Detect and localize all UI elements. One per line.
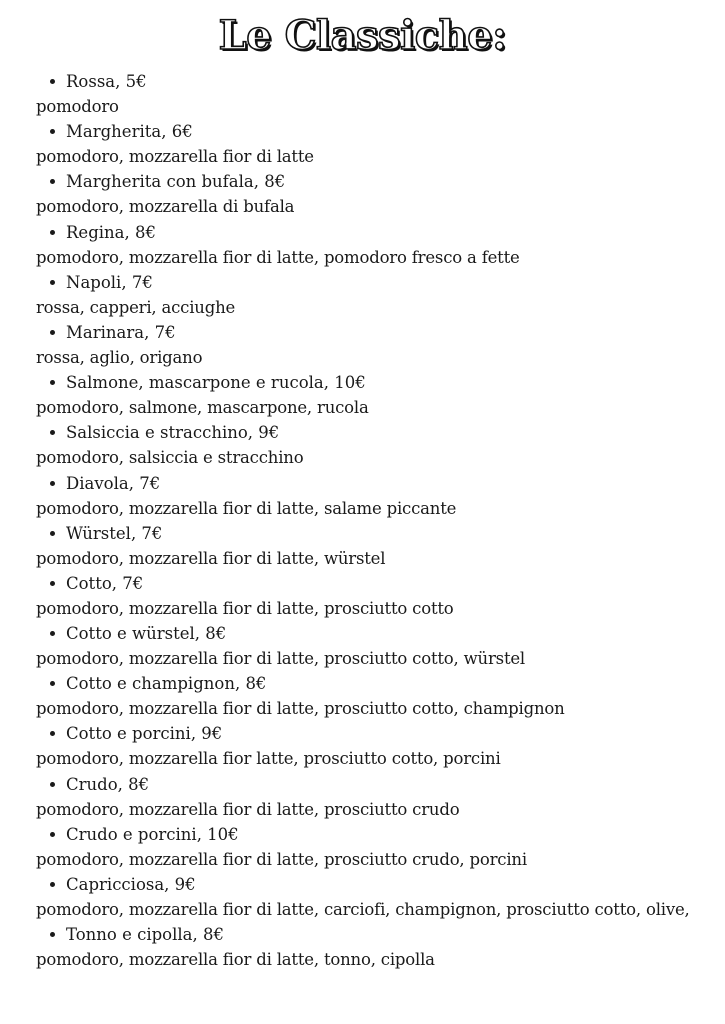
item-description: rossa, aglio, origano (36, 347, 203, 367)
list-item (36, 420, 705, 470)
item-name-text: Cotto e porcini, 9€ (66, 724, 223, 744)
item-name-text: Salmone, mascarpone e rucola, 10€ (66, 373, 366, 393)
bullet-icon (50, 531, 55, 536)
item-name-text: Marinara, 7€ (66, 322, 176, 342)
item-description: pomodoro, salmone, mascarpone, rucola (36, 398, 369, 418)
item-name (36, 119, 705, 144)
pizza-list (36, 69, 705, 972)
item-description: pomodoro, mozzarella fior di latte, salame piccante (36, 498, 457, 518)
item-name (36, 220, 705, 245)
page-title: Le Classiche: (218, 12, 507, 59)
item-name (36, 320, 705, 345)
list-item (36, 69, 705, 119)
item-name (36, 169, 705, 194)
item-description: pomodoro, mozzarella fior di latte, tonno, cipolla (36, 950, 435, 970)
item-name (36, 872, 705, 897)
bullet-icon (50, 230, 55, 235)
bullet-icon (50, 932, 55, 937)
item-name-text: Diavola, 7€ (66, 473, 161, 493)
list-item (36, 220, 705, 270)
list-item (36, 621, 705, 671)
item-name (36, 922, 705, 947)
item-name (36, 621, 705, 646)
item-name (36, 772, 705, 797)
item-description: pomodoro, mozzarella fior di latte (36, 147, 314, 167)
item-name-text: Cotto e würstel, 8€ (66, 624, 227, 644)
item-name (36, 420, 705, 445)
item-description: rossa, capperi, acciughe (36, 297, 236, 317)
item-name (36, 270, 705, 295)
list-item (36, 370, 705, 420)
list-item (36, 471, 705, 521)
item-name (36, 521, 705, 546)
bullet-icon (50, 380, 55, 385)
item-name (36, 471, 705, 496)
bullet-icon (50, 782, 55, 787)
item-description: pomodoro, mozzarella fior di latte, prosciutto cotto, würstel (36, 649, 526, 669)
item-name-text: Crudo, 8€ (66, 774, 150, 794)
list-item (36, 521, 705, 571)
bullet-icon (50, 79, 55, 84)
list-item (36, 822, 705, 872)
item-name (36, 822, 705, 847)
list-item (36, 772, 705, 822)
bullet-icon (50, 681, 55, 686)
item-name-text: Capricciosa, 9€ (66, 875, 196, 894)
list-item (36, 922, 705, 972)
item-name (36, 370, 705, 395)
item-description: pomodoro, mozzarella fior di latte, prosciutto cotto, champignon (36, 699, 565, 719)
bullet-icon (50, 731, 55, 736)
item-name (36, 721, 705, 746)
item-name-text: Crudo e porcini, 10€ (66, 824, 239, 844)
item-description: pomodoro, mozzarella fior di latte, carciofi, champignon, prosciutto cotto, olive, (36, 900, 690, 919)
item-description: pomodoro, mozzarella fior latte, prosciutto cotto, porcini (36, 749, 501, 769)
list-item (36, 671, 705, 721)
bullet-icon (50, 481, 55, 486)
list-item (36, 270, 705, 320)
item-name-text: Regina, 8€ (66, 222, 156, 242)
bullet-icon (50, 330, 55, 335)
item-name-text: Würstel, 7€ (66, 523, 163, 543)
item-description: pomodoro (36, 97, 119, 116)
bullet-icon (50, 129, 55, 134)
list-item (36, 872, 705, 922)
item-description: pomodoro, mozzarella fior di latte, würstel (36, 548, 386, 568)
item-name-text: Cotto, 7€ (66, 573, 144, 593)
item-name-text: Margherita con bufala, 8€ (66, 172, 286, 192)
bullet-icon (50, 882, 55, 887)
item-name-text: Cotto e champignon, 8€ (66, 674, 267, 694)
item-name-text: Tonno e cipolla, 8€ (66, 925, 224, 945)
list-item (36, 119, 705, 169)
item-description: pomodoro, salsiccia e stracchino (36, 448, 304, 468)
item-name (36, 69, 705, 94)
list-item (36, 320, 705, 370)
item-name-text: Napoli, 7€ (66, 272, 153, 292)
list-item (36, 169, 705, 219)
bullet-icon (50, 832, 55, 837)
item-description: pomodoro, mozzarella fior di latte, prosciutto crudo, porcini (36, 849, 527, 869)
item-description: pomodoro, mozzarella di bufala (36, 197, 295, 217)
item-description: pomodoro, mozzarella fior di latte, pomodoro fresco a fette (36, 247, 520, 267)
list-item (36, 571, 705, 621)
bullet-icon (50, 280, 55, 285)
bullet-icon (50, 581, 55, 586)
item-description: pomodoro, mozzarella fior di latte, prosciutto cotto (36, 598, 454, 618)
item-name (36, 571, 705, 596)
item-name-text: Margherita, 6€ (66, 122, 193, 142)
bullet-icon (50, 179, 55, 184)
item-name (36, 671, 705, 696)
item-name-text: Salsiccia e stracchino, 9€ (66, 423, 280, 443)
list-item (36, 721, 705, 771)
bullet-icon (50, 430, 55, 435)
item-description: pomodoro, mozzarella fior di latte, prosciutto crudo (36, 799, 460, 819)
bullet-icon (50, 631, 55, 636)
item-name-text: Rossa, 5€ (66, 72, 147, 91)
